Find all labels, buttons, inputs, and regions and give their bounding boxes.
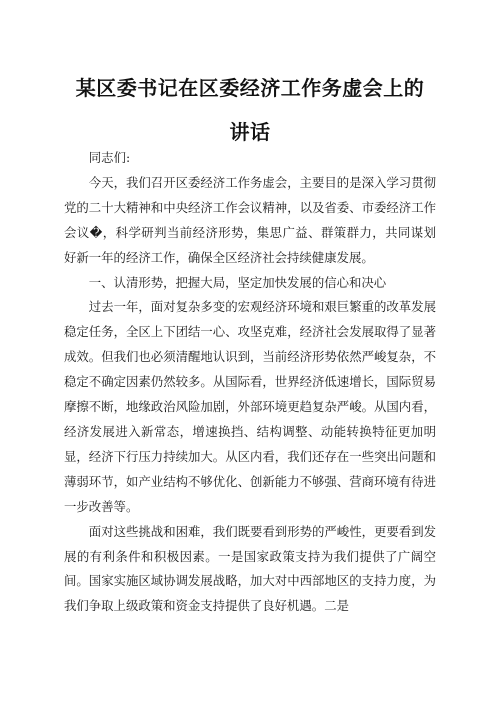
document-title-line-1: 某区委书记在区委经济工作务虚会上的 — [75, 76, 425, 100]
paragraph-situation: 过去一年，面对复杂多变的宏观经济环境和艰巨繁重的改革发展稳定任务，全区上下团结一心、攻坚克难，经济社会发展取得了显著成效。但我们也必须清醒地认识到，当前经济形势依然严峻复杂，不稳定不确定因素仍然较多。从国际看，世界经济低速增长，国际贸易摩擦不断，地缘政治风险加剧，外部环境更趋复杂严峻。从国内看，经济发展进入新常态，增速换挡、结构调整、动能转换特征更加明显，经济下行压力持续加大。从区内看，我们还存在一些突出问题和薄弱环节，如产业结构不够优化、创新能力不够强、营商环境有待进一步改善等。 — [64, 299, 436, 514]
paragraph-challenges: 面对这些挑战和困难，我们既要看到形势的严峻性，更要看到发展的有利条件和积极因素。一是国家政策支持为我们提供了广阔空间。国家实施区域协调发展战略，加大对中西部地区的支持力度，为我们争取上级政策和资金支持提供了良好机遇。二是 — [64, 523, 436, 614]
paragraph-opening: 今天，我们召开区委经济工作务虚会，主要目的是深入学习贯彻党的二十大精神和中央经济工作会议精神，以及省委、市委经济工作会议�，科学研判当前经济形势，集思广益、群策群力，共同谋划好新一年的经济工作，确保全区经济社会持续健康发展。 — [64, 174, 436, 265]
document-title-line-2: 讲话 — [229, 120, 271, 144]
section-heading-1: 一、认清形势，把握大局，坚定加快发展的信心和决心 — [88, 274, 387, 290]
salutation: 同志们: — [88, 150, 131, 165]
document-body — [64, 146, 436, 619]
